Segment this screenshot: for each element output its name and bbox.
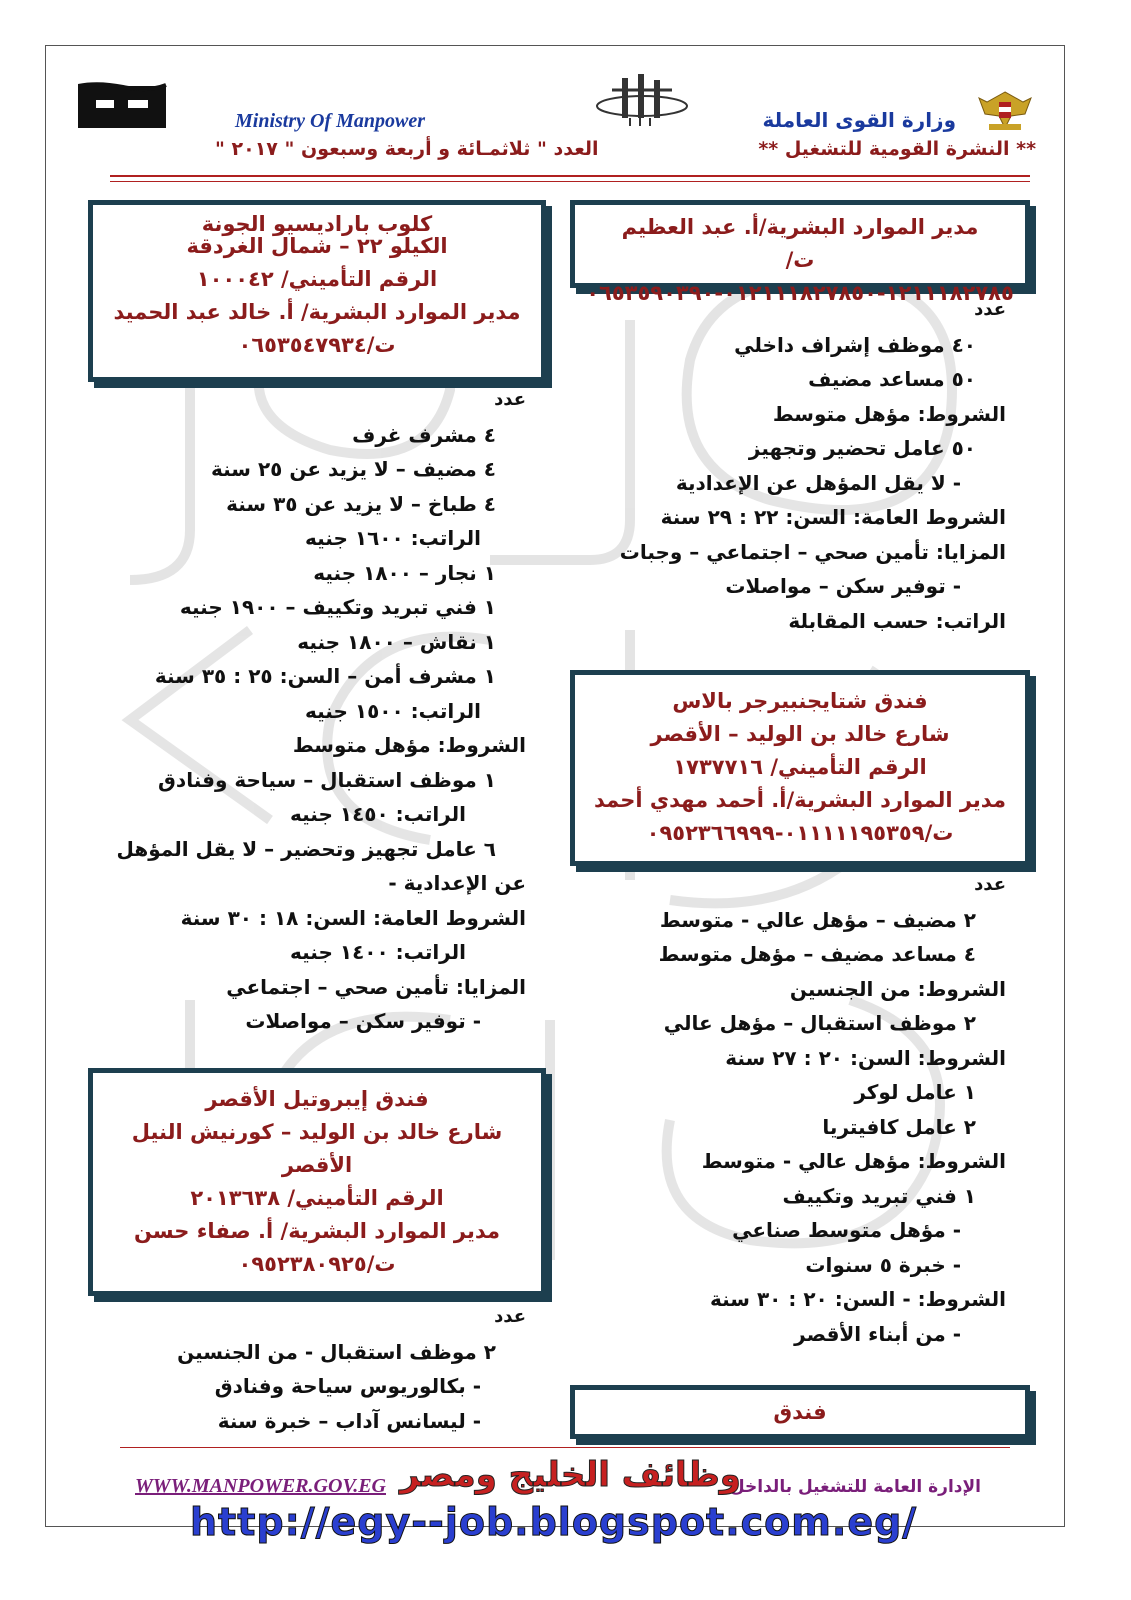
box-line: الأقصر <box>281 1153 353 1177</box>
employer-box-left-2 <box>88 1068 546 1296</box>
list-item: الراتب: حسب المقابلة <box>788 608 1006 633</box>
list-item: الشروط: مؤهل متوسط <box>772 401 1006 426</box>
list-item: ٤ مشرف غرف <box>352 422 496 447</box>
ministry-title-ar: وزارة القوى العاملة <box>762 108 956 132</box>
box-line: مدير الموارد البشرية/ أ. صفاء حسن <box>133 1219 500 1243</box>
box-line: كلوب باراديسيو الجونة <box>201 212 433 236</box>
egypt-emblem-icon <box>975 88 1035 134</box>
list-item: ٢ عامل كافيتريا <box>822 1114 976 1139</box>
list-item: ١ نقاش – ١٨٠٠ جنيه <box>297 629 496 654</box>
list-item: - من أبناء الأقصر <box>794 1321 961 1346</box>
list-item: ١ فني تبريد وتكييف <box>782 1183 976 1208</box>
list-item: الراتب: ١٥٠٠ جنيه <box>305 698 481 723</box>
list-item: الشروط العامة: السن: ١٨ : ٣٠ سنة <box>180 905 526 930</box>
list-item: الشروط: من الجنسين <box>789 976 1006 1001</box>
box-line: فندق شتايجنبيرجر بالاس <box>672 689 928 713</box>
list-item: ١ مشرف أمن – السن: ٢٥ : ٣٥ سنة <box>154 664 496 688</box>
list-item: - بكالوريوس سياحة وفنادق <box>214 1374 481 1398</box>
box-line: ت/١٢١١١٨٢٧٨٥-٠١٢١١١٨٢٧٨٥٠-٠٦٥٣٥٩٠٣٩٠ <box>586 248 1014 305</box>
list-item: الراتب: ١٦٠٠ جنيه <box>305 526 481 550</box>
header-divider <box>110 175 1030 177</box>
list-item: ١ فني تبريد وتكييف – ١٩٠٠ جنيه <box>179 595 496 619</box>
list-item: الشروط العامة: السن: ٢٢ : ٢٩ سنة <box>660 505 1006 529</box>
list-item: ٤ طباخ – لا يزيد عن ٣٥ سنة <box>226 491 496 516</box>
flag-icon <box>78 82 168 130</box>
employer-box-right-1 <box>570 200 1030 305</box>
list-item: ٤ مساعد مضيف – مؤهل متوسط <box>658 942 976 966</box>
list-item: - خبرة ٥ سنوات <box>805 1252 961 1277</box>
list-item: ١ عامل لوكر <box>854 1080 976 1104</box>
list-item: عن الإعدادية - <box>388 871 526 895</box>
list-item: الشروط: مؤهل عالي - متوسط <box>701 1149 1006 1173</box>
blog-url-watermark[interactable]: http://egy--job.blogspot.com.eg/ <box>190 1500 918 1544</box>
list-header: عدد <box>974 299 1006 320</box>
jobs-list-right-1 <box>566 293 1006 638</box>
box-line: ت/٠٦٥٣٥٤٧٩٣٤ <box>238 333 396 357</box>
list-header: عدد <box>494 1306 526 1327</box>
box-line: فندق إيبروتيل الأقصر <box>205 1087 429 1111</box>
jobs-list-right-2 <box>566 868 1006 1351</box>
footer-divider <box>120 1447 1010 1448</box>
box-line: مدير الموارد البشرية/أ. عبد العظيم <box>621 215 979 239</box>
employer-box-left-1 <box>88 200 546 382</box>
box-line: ت/٠٩٥٢٣٨٠٩٢٥ <box>238 1252 396 1276</box>
box-line: الرقم التأميني/ ١٧٣٧٧١٦ <box>673 755 927 779</box>
list-item: - توفير سكن – مواصلات <box>245 1009 481 1033</box>
box-line: شارع خالد بن الوليد – الأقصر <box>650 722 950 746</box>
box-line: مدير الموارد البشرية/أ. أحمد مهدي أحمد <box>594 788 1006 812</box>
bulletin-title-ar: ** النشرة القومية للتشغيل ** <box>758 138 1036 160</box>
list-header: عدد <box>974 874 1006 895</box>
list-item: ٢ مضيف – مؤهل عالي - متوسط <box>659 907 976 932</box>
header-divider-thin <box>110 181 1030 182</box>
jobs-list-left-2 <box>86 1300 526 1438</box>
list-item: ٥٠ مساعد مضيف <box>808 367 976 391</box>
list-item: المزايا: تأمين صحي – اجتماعي – وجبات <box>619 539 1006 564</box>
list-item: الشروط: - السن: ٢٠ : ٣٠ سنة <box>710 1287 1006 1311</box>
box-line: شارع خالد بن الوليد – كورنيش النيل <box>131 1120 503 1144</box>
list-item: الراتب: ١٤٠٠ جنيه <box>290 940 466 964</box>
jobs-list-left-1 <box>86 383 526 1039</box>
box-line: الرقم التأميني/ ٢٠١٣٦٣٨ <box>190 1186 444 1210</box>
list-item: - مؤهل متوسط صناعي <box>732 1218 961 1242</box>
box-line: فندق <box>773 1400 827 1424</box>
list-item: ٢ موظف استقبال – مؤهل عالي <box>663 1011 976 1035</box>
list-item: ٤ مضيف – لا يزيد عن ٢٥ سنة <box>211 457 496 481</box>
list-item: ١ موظف استقبال – سياحة وفنادق <box>158 767 496 792</box>
box-line: ت/٠١١١١١٩٥٣٥٩-٠٩٥٢٣٦٦٩٩٩ <box>646 821 954 845</box>
list-item: - لا يقل المؤهل عن الإعدادية <box>675 470 961 495</box>
box-line: مدير الموارد البشرية/ أ. خالد عبد الحميد <box>113 300 521 324</box>
list-item: الراتب: ١٤٥٠ جنيه <box>290 802 466 826</box>
issue-number: العدد " ثلاثمـائة و أربعة وسبعون " ٢٠١٧ " <box>215 138 599 160</box>
list-header: عدد <box>494 389 526 410</box>
employer-box-right-3 <box>570 1385 1030 1439</box>
list-item: - ليسانس آداب – خبرة سنة <box>217 1408 481 1433</box>
list-item: ٢ موظف استقبال - من الجنسين <box>177 1339 496 1364</box>
list-item: الشروط: مؤهل متوسط <box>292 733 526 757</box>
brand-watermark-text: وظائف الخليج ومصر <box>400 1455 741 1495</box>
list-item: ٥٠ عامل تحضير وتجهيز <box>748 436 976 460</box>
list-item: - توفير سكن – مواصلات <box>725 574 961 598</box>
ministry-logo-icon <box>592 72 692 128</box>
list-item: ١ نجار – ١٨٠٠ جنيه <box>313 560 496 585</box>
box-line: الرقم التأميني/ ١٠٠٠٤٢ <box>196 267 438 291</box>
department-label: الإدارة العامة للتشغيل بالداخل <box>729 1477 981 1497</box>
list-item: الشروط: السن: ٢٠ : ٢٧ سنة <box>725 1045 1006 1070</box>
list-item: المزايا: تأمين صحي – اجتماعي <box>226 974 526 999</box>
box-line: الكيلو ٢٢ – شمال الغردقة <box>186 234 448 258</box>
list-item: ٦ عامل تجهيز وتحضير – لا يقل المؤهل <box>116 836 496 861</box>
employer-box-right-2 <box>570 670 1030 866</box>
list-item: ٤٠ موظف إشراف داخلي <box>734 332 976 357</box>
ministry-title-en: Ministry Of Manpower <box>235 110 426 132</box>
ministry-website-link[interactable]: WWW.MANPOWER.GOV.EG <box>135 1475 386 1497</box>
